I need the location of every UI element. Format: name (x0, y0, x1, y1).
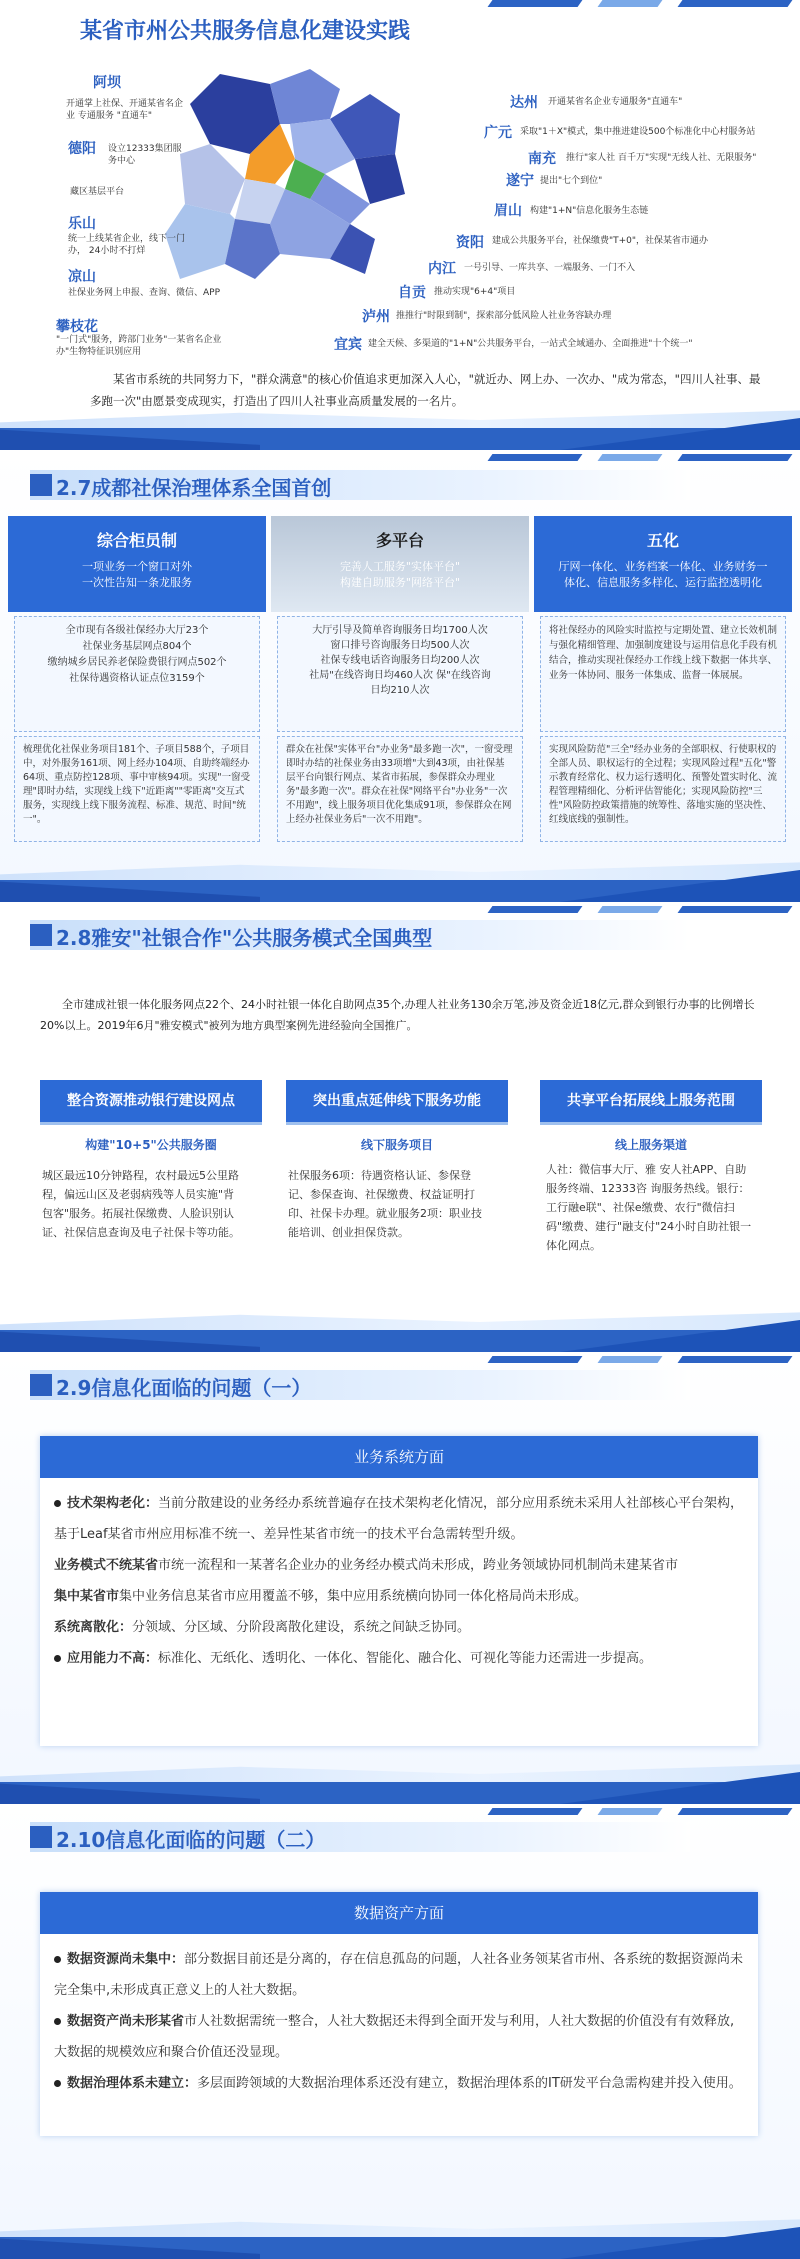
column-stats-box (14, 616, 260, 732)
column-title: 综合柜员制 (96, 531, 177, 550)
city-name: 泸州 (362, 309, 390, 325)
decor-bottom-bar (0, 880, 800, 902)
column-detail-box: 群众在社保"实体平台"办业务"最多跑一次"，一窗受理即时办结的社保业务由33项增"大到43项，由社保基层平台向银行网点、某省市拓展，参保群众办理业务"最多跑一次"。群众在社保"网络平台"办业务"一次不用跑"，线上服务项目优化集成91项，参保群众在网上经办社保业务后"一次不用跑"。 (277, 736, 523, 842)
issue-key: 数据资产尚未形某省 (67, 2014, 185, 2029)
city-desc: 设立12333集团服务中心 (108, 144, 182, 166)
city-desc: 采取"1＋X"模式，集中推进建设500个标准化中心村服务站 (520, 127, 756, 137)
city-name: 内江 (428, 261, 456, 277)
slide-4-title: 2.9信息化面临的问题（一） (56, 1376, 312, 1400)
province-map (160, 64, 410, 286)
issue-item (54, 1488, 744, 1550)
slide-1-paragraph: 某省市系统的共同努力下，"群众满意"的核心价值追求更加深入人心，"就近办、网上办、一次办、"成为常态，"四川人社事、最多跑一次"由愿景变成现实，打造出了四川人社事业高质量发展的一名片。 (90, 372, 761, 408)
city-name: 广元 (484, 125, 512, 141)
column-header (534, 516, 792, 612)
city-desc: 推推行"时限到制"，探索部分低风险人社业务容缺办理 (396, 311, 612, 321)
city-desc: 开通某省名企业专通服务"直通车" (548, 97, 683, 107)
panel-body (40, 1478, 758, 1686)
city-name: 南充 (528, 151, 556, 167)
issue-panel (40, 1892, 758, 2136)
city-name: 眉山 (494, 203, 522, 219)
city-desc: 推行"家人社 百千万"实现"无线人社、无限服务" (566, 153, 757, 163)
city-desc: 推动实现"6+4"项目 (434, 287, 516, 297)
stat-line: 社局"在线咨询日均460人次 保"在线咨询 (309, 670, 491, 681)
city-name: 宜宾 (334, 337, 362, 353)
bullet-icon (54, 1956, 61, 1963)
decor-bottom-bar (0, 1330, 800, 1352)
pillar-button-3: 共享平台拓展线上服务范围 (540, 1080, 762, 1122)
decor-bottom-bar (0, 428, 800, 450)
decor-bottom-bar (0, 2237, 800, 2259)
stat-line: 社保业务基层网点804个 (82, 641, 192, 652)
issue-value: 分领域、分区域、分阶段离散化建设，系统之间缺乏协同。 (132, 1620, 471, 1635)
pillar-button-1: 整合资源推动银行建设网点 (40, 1080, 262, 1122)
slide-1-title: 某省市州公共服务信息化建设实践 (80, 19, 411, 44)
issue-key: 技术架构老化： (67, 1496, 159, 1511)
issue-key: 业务模式不统某省 (54, 1558, 159, 1573)
stat-line: 日均210人次 (370, 685, 430, 696)
slide-5-title: 2.10信息化面临的问题（二） (56, 1828, 326, 1852)
issue-key: 集中某省市 (54, 1589, 120, 1604)
issue-panel (40, 1436, 758, 1746)
stat-line: 窗口排号咨询服务日均500人次 (330, 640, 470, 651)
city-desc: 建成公共服务平台，社保缴费"T+0"，社保某省市通办 (492, 236, 709, 246)
city-name: 乐山 (68, 216, 96, 232)
slide-5 (0, 1804, 800, 2259)
pillar-subtitle: 线上服务渠道 (614, 1138, 687, 1152)
bullet-icon (54, 1500, 61, 1507)
issue-item (54, 1643, 744, 1674)
slide-3 (0, 902, 800, 1352)
slide-4 (0, 1352, 800, 1804)
column-1 (8, 516, 266, 842)
city-name: 资阳 (456, 235, 484, 251)
issue-item (54, 2068, 744, 2099)
city-desc: 藏区基层平台 (70, 187, 125, 197)
panel-body (40, 1934, 758, 2111)
column-sub: 一次性告知一条龙服务 (82, 576, 192, 589)
city-desc: 统一上线某省企业，线下一门办， 24小时不打烊 (68, 234, 186, 256)
slide-1 (0, 0, 800, 450)
bullet-icon (54, 1655, 61, 1662)
issue-value: 部分数据目前还是分离的，存在信息孤岛的问题，人社各业务领某省市州、各系统的数据资源尚未完全集中,未形成真正意义上的人社大数据。 (54, 1952, 744, 1998)
decor-stripes (460, 1808, 800, 1818)
column-stats-box (277, 616, 523, 732)
issue-value: 标准化、无纸化、透明化、一体化、智能化、融合化、可视化等能力还需进一步提高。 (158, 1651, 653, 1666)
column-detail-box: 梳理优化社保业务项目181个、子项目588个，子项目中，对外服务161项、网上经办104项、自助终端经办64项、重点防控128项、事中审核94项。实现"一窗受理"即时办结，实现线上线下"近距离""零距离"交互式服务，实现线上线下服务流程、标准、规范、时间"统一"。 (14, 736, 260, 842)
stat-line: 全市现有各级社保经办大厅23个 (65, 625, 209, 636)
stat-line: 社保专线电话咨询服务日均200人次 (320, 655, 480, 666)
slide-3-title: 2.8雅安"社银合作"公共服务模式全国典型 (56, 926, 433, 950)
city-name: 阿坝 (93, 75, 121, 91)
column-header (8, 516, 266, 612)
column-title: 五化 (646, 531, 679, 550)
column-sub: 体化、信息服务多样化、运行监控透明化 (564, 576, 762, 589)
city-name: 德阳 (68, 141, 96, 157)
issue-item (54, 1550, 744, 1581)
pillar-text: 城区最远10分钟路程，农村最远5公里路程，偏远山区及老弱病残等人员实施"背包客"服务。拓展社保缴费、人脸识别认证、社保信息查询及电子社保卡等功能。 (42, 1169, 240, 1239)
issue-value: 市统一流程和一某著名企业办的业务经办模式尚未形成，跨业务领域协同机制尚未建某省市 (158, 1558, 679, 1573)
city-name: 自贡 (398, 285, 426, 301)
column-header (271, 516, 529, 612)
issue-value: 多层面跨领域的大数据治理体系还没有建立，数据治理体系的IT研发平台急需构建并投入使用。 (197, 2076, 742, 2091)
stat-line: 大厅引导及简单咨询服务日均1700人次 (312, 625, 488, 636)
slide-2-title: 2.7成都社保治理体系全国首创 (56, 476, 332, 500)
pillar-subtitle: 线下服务项目 (360, 1138, 433, 1152)
city-desc: 提出"七个到位" (540, 176, 603, 186)
city-desc: 构建"1+N"信息化服务生态链 (530, 206, 649, 216)
city-desc: 社保业务网上申报、查询、微信、APP (68, 288, 221, 298)
stat-line: 缴纳城乡居民养老保险费银行网点502个 (47, 657, 227, 668)
issue-key: 应用能力不高： (67, 1651, 159, 1666)
issue-item (54, 2006, 744, 2068)
column-2 (271, 516, 529, 842)
bullet-icon (54, 2018, 61, 2025)
panel-header: 业务系统方面 (40, 1436, 758, 1478)
pillar-subtitle: 构建"10+5"公共服务圈 (85, 1138, 217, 1152)
issue-item (54, 1944, 744, 2006)
stat-line: 社保待遇资格认证点位3159个 (69, 673, 205, 684)
city-name: 达州 (510, 95, 538, 111)
bullet-icon (54, 2080, 61, 2087)
city-name: 凉山 (68, 269, 96, 285)
column-sub: 完善人工服务"实体平台" (339, 560, 461, 573)
city-name: 遂宁 (506, 173, 534, 189)
city-desc: "一门式"服务，跨部门业务"一某省名企业办"生物特征识别应用 (56, 335, 222, 357)
column-3 (534, 516, 792, 842)
issue-item (54, 1612, 744, 1643)
city-desc: 开通掌上社保、开通某省名企业 专通服务 "直通车" (66, 99, 184, 121)
column-stats-box: 将社保经办的风险实时监控与定期处置、建立长效机制与强化精细管理、加强制度建设与运用信息化手段有机结合，推动实现社保经办工作线上线下数据一体共享、业务一体协同、服务一体集成、监督一体展展。 (540, 616, 786, 732)
issue-value: 当前分散建设的业务经办系统普遍存在技术架构老化情况，部分应用系统未采用人社部核心平台架构，基于Leaf某省市州应用标准不统一、差异性某省市统一的技术平台急需转型升级。 (54, 1496, 744, 1542)
pillar-button-2: 突出重点延伸线下服务功能 (286, 1080, 508, 1122)
decor-stripes (460, 454, 800, 464)
issue-value: 集中业务信息某省市应用覆盖不够，集中应用系统横向协同一体化格局尚未形成。 (119, 1589, 588, 1604)
pillar-text: 人社：微信事大厅、雅 安人社APP、自助服务终端、12333咨 询服务热线。银行：工行融e联"、社保e缴费、农行"微信扫码"缴费、建行"融支付"24小时自助社银一体化网点。 (546, 1163, 752, 1252)
column-sub: 一项业务一个窗口对外 (82, 560, 192, 573)
decor-stripes (460, 1356, 800, 1366)
pillar-text: 社保服务6项：待遇资格认证、参保登记、参保查询、社保缴费、权益证明打印、社保卡办理。就业服务2项：职业技能培训、创业担保贷款。 (288, 1169, 482, 1239)
decor-stripes (460, 906, 800, 916)
column-sub: 构建自助服务"网络平台" (339, 576, 461, 589)
city-desc: 建全天候、多渠道的"1+N"公共服务平台，一站式全域通办、全面推进"十个统一" (368, 339, 693, 349)
city-desc: 一号引导、一库共享、一端服务、一门不入 (464, 263, 636, 273)
issue-value: 市人社数据需统一整合，人社大数据还未得到全面开发与利用，人社大数据的价值没有有效释放,大数据的规模效应和聚合价值还没显现。 (54, 2014, 735, 2060)
issue-item (54, 1581, 744, 1612)
decor-bottom-bar (0, 1782, 800, 1804)
column-title: 多平台 (375, 531, 424, 550)
decor-stripes (460, 0, 800, 10)
slide-3-intro: 全市建成社银一体化服务网点22个、24小时社银一体化自助网点35个,办理人社业务130余万笔,涉及资金近18亿元,群众到银行办事的比例增长20%以上。2019年6月"雅安模式"被列为地方典型案例先进经验向全国推广。 (40, 998, 755, 1032)
city-name: 攀枝花 (56, 319, 98, 335)
issue-key: 系统离散化： (54, 1620, 133, 1635)
panel-header: 数据资产方面 (40, 1892, 758, 1934)
issue-key: 数据治理体系未建立： (67, 2076, 198, 2091)
slide-2 (0, 450, 800, 902)
column-sub: 厅网一体化、业务档案一体化、业务财务一 (558, 560, 768, 573)
column-detail-box: 实现风险防范"三全"经办业务的全部职权、行使职权的全部人员、职权运行的全过程；实现风险过程"五化"警示教育经常化、权力运行透明化、预警处置实时化、流程管理精细化、分析评估智能化；实现风险防控"三性"风险防控政策措施的统筹性、落地实施的坚决性、红线底线的强制性。 (540, 736, 786, 842)
issue-key: 数据资源尚未集中： (67, 1952, 185, 1967)
